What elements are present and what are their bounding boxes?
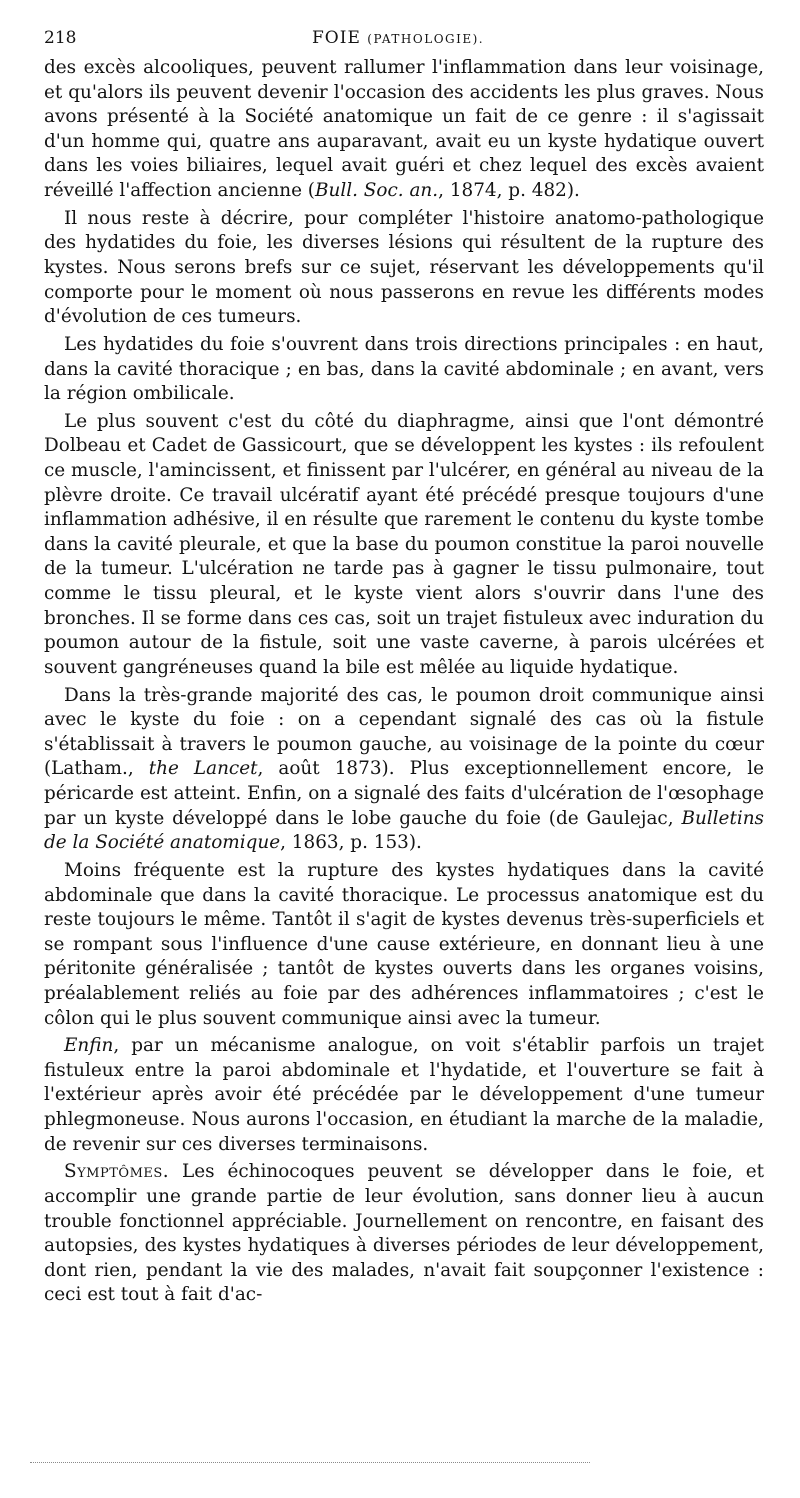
paragraph-6: Moins fréquente est la rupture des kystes hydatiques dans la cavité abdominale que dans la cavité thoracique. Le processus anatomique est du reste toujours le même. Tantôt il s'agit de kystes devenus très-superficiels et se rompant sous l'influence d'une cause extérieure, en donnant lieu à une péritonite généralisée ; tantôt de kystes ouverts dans les organes voisins, préalablement reliés au foie par des adhérences inflammatoires ; c'est le côlon qui le plus souvent communique ainsi avec la tumeur.	[44, 859, 764, 1029]
running-title	[312, 28, 484, 48]
section-heading-symptomes: Symptômes.	[64, 1161, 170, 1183]
running-title-main: FOIE	[312, 28, 361, 48]
footer-dotted-rule	[30, 1462, 590, 1463]
paragraph-5: Dans la très-grande majorité des cas, le poumon droit communique ainsi avec le kyste du foie : on a cependant signalé des cas où la fistule s'établissait à travers le poumon gauche, au voisinage de la pointe du cœur (Latham., the Lancet, août 1873). Plus exceptionnellement encore, le péricarde est atteint. Enfin, on a signalé des faits d'ulcération de l'œsophage par un kyste développé dans le lobe gauche du foie (de Gaulejac, Bulletins de la Société anatomique, 1863, p. 153).	[44, 684, 764, 854]
paragraph-2: Il nous reste à décrire, pour compléter l'histoire anatomo-pathologique des hydatides du foie, les diverses lésions qui résultent de la rupture des kystes. Nous serons brefs sur ce sujet, réservant les développements qu'il comporte pour le moment où nous passerons en revue les différents modes d'évolution de ces tumeurs.	[44, 207, 764, 328]
running-head	[44, 22, 764, 56]
page-number: 218	[44, 28, 77, 48]
running-title-sub: (PATHOLOGIE).	[367, 32, 485, 46]
paragraph-1: des excès alcooliques, peuvent rallumer l'inflammation dans leur voisinage, et qu'alors ils peuvent devenir l'occasion des accidents les plus graves. Nous avons présenté à la Société anatomique un fait de ce genre : il s'agissait d'un homme qui, quatre ans auparavant, avait eu un kyste hydatique ouvert dans les voies biliaires, lequel avait guéri et chez lequel des excès avaient réveillé l'affection ancienne (Bull. Soc. an., 1874, p. 482).	[44, 57, 764, 201]
body-text	[44, 56, 764, 1308]
paragraph-7: Enfin, par un mécanisme analogue, on voit s'établir parfois un trajet fistuleux entre la paroi abdominale et l'hydatide, et l'ouverture se fait à l'extérieur après avoir été précédée par le développement d'une tumeur phlegmoneuse. Nous aurons l'occasion, en étudiant la marche de la maladie, de revenir sur ces diverses terminaisons.	[44, 1035, 764, 1155]
paragraph-3: Les hydatides du foie s'ouvrent dans trois directions principales : en haut, dans la cavité thoracique ; en bas, dans la cavité abdominale ; en avant, vers la région ombilicale.	[44, 333, 764, 405]
paragraph-4: Le plus souvent c'est du côté du diaphragme, ainsi que l'ont démontré Dolbeau et Cadet de Gassicourt, que se développent les kystes : ils refoulent ce muscle, l'amincissent, et finissent par l'ulcérer, en général au niveau de la plèvre droite. Ce travail ulcératif ayant été précédé presque toujours d'une inflammation adhésive, il en résulte que rarement le contenu du kyste tombe dans la cavité pleurale, et que la base du poumon constitue la paroi nouvelle de la tumeur. L'ulcération ne tarde pas à gagner le tissu pulmonaire, tout comme le tissu pleural, et le kyste vient alors s'ouvrir dans l'une des bronches. Il se forme dans ces cas, soit un trajet fistuleux avec induration du poumon autour de la fistule, soit une vaste caverne, à parois ulcérées et souvent gangréneuses quand la bile est mêlée au liquide hydatique.	[44, 410, 764, 678]
paragraph-8-symptomes: Symptômes. Les échinocoques peuvent se développer dans le foie, et accomplir une grande partie de leur évolution, sans donner lieu à aucun trouble fonctionnel appréciable. Journellement on rencontre, en faisant des autopsies, des kystes hydatiques à diverses périodes de leur développement, dont rien, pendant la vie des malades, n'avait fait soupçonner l'existence : ceci est tout à fait d'ac-	[44, 1161, 764, 1306]
